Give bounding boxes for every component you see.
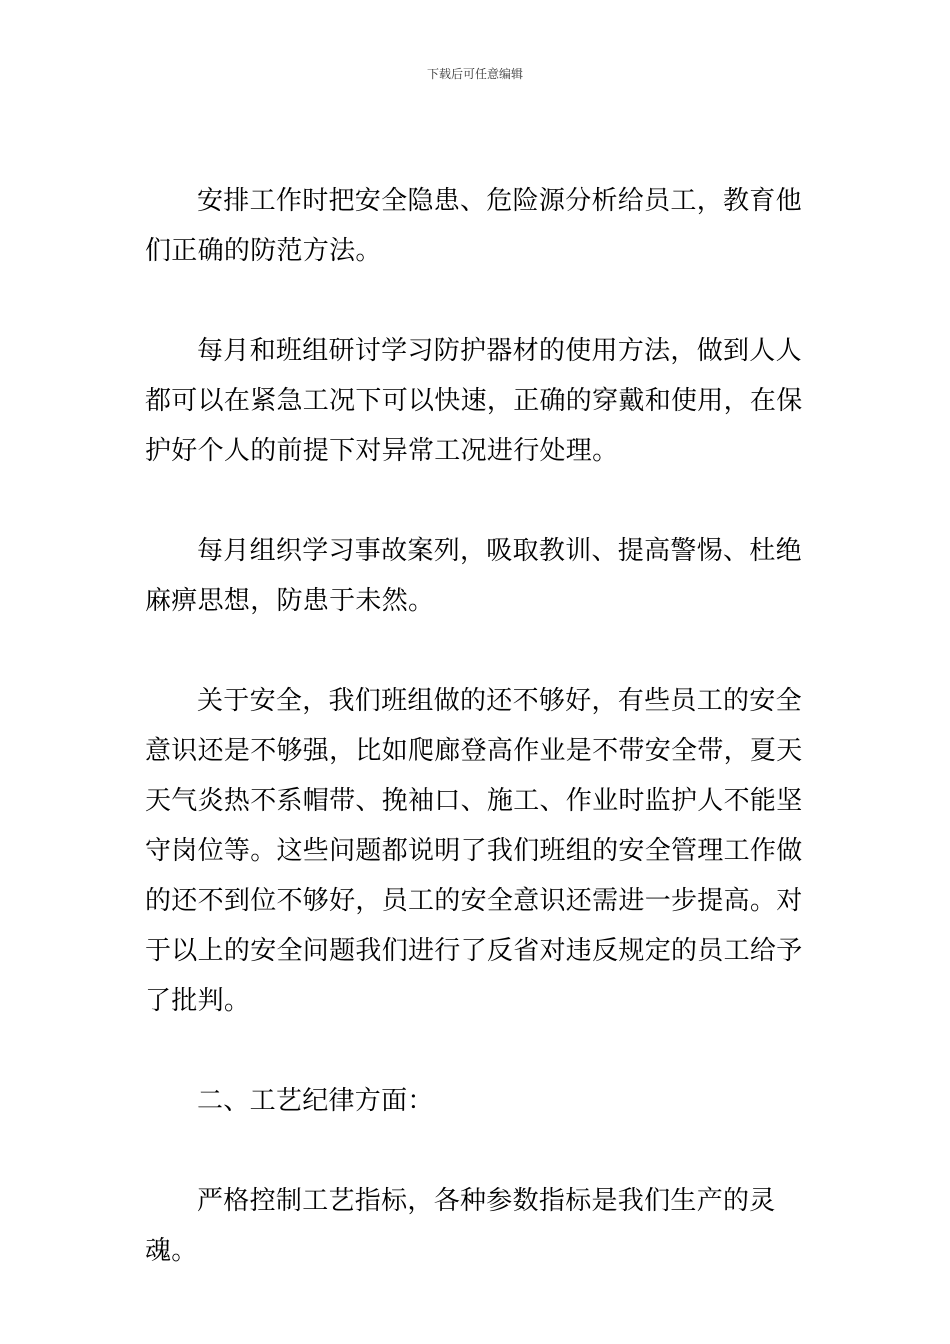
paragraph-safety-shortcomings: 关于安全，我们班组做的还不够好，有些员工的安全意识还是不够强，比如爬廊登高作业是不带安全带，夏天天气炎热不系帽带、挽袖口、施工、作业时监护人不能坚守岗位等。这些问题都说明了我们班组的安全管理工作做的还不到位不够好，员工的安全意识还需进一步提高。对于以上的安全问题我们进行了反省对违反规定的员工给予了批判。 — [145, 686, 803, 1016]
document-body — [145, 176, 810, 1276]
page-header: 下载后可任意编辑 — [426, 67, 523, 81]
paragraph-protective-equipment-training: 每月和班组研讨学习防护器材的使用方法，做到人人都可以在紧急工况下可以快速，正确的穿戴和使用，在保护好个人的前提下对异常工况进行处理。 — [145, 336, 803, 466]
paragraph-accident-case-study: 每月组织学习事故案列，吸取教训、提高警惕、杜绝麻痹思想，防患于未然。 — [145, 536, 802, 616]
paragraph-process-indicators: 严格控制工艺指标，各种参数指标是我们生产的灵魂。 — [145, 1186, 776, 1266]
paragraph-safety-hazard-briefing: 安排工作时把安全隐患、危险源分析给员工，教育他们正确的防范方法。 — [145, 186, 802, 266]
section-heading-process-discipline: 二、工艺纪律方面： — [197, 1086, 434, 1116]
